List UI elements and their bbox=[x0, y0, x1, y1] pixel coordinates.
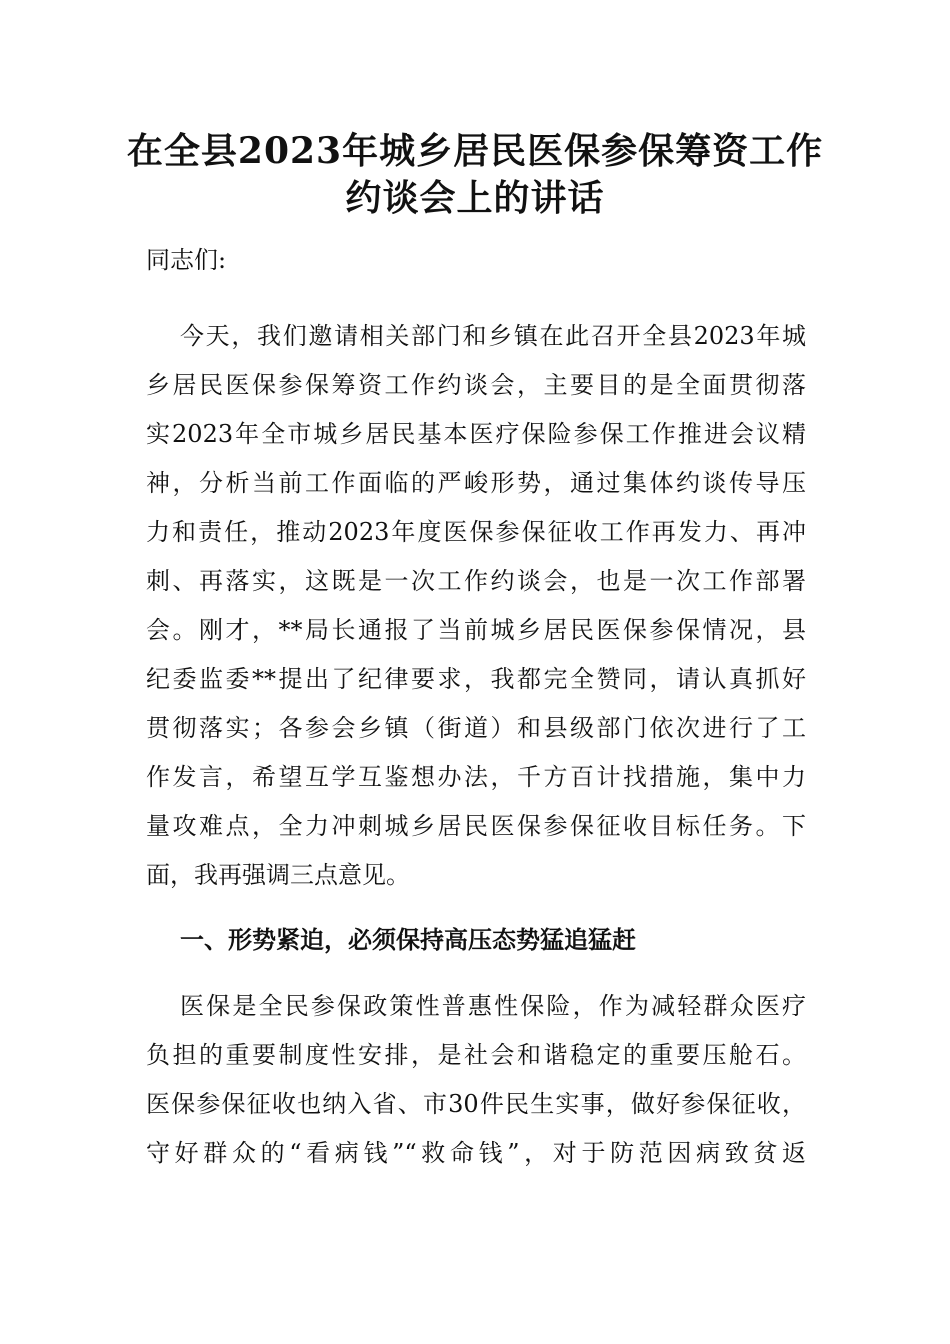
paragraph-1-line: 神，分析当前工作面临的严峻形势，通过集体约谈传导压 bbox=[146, 469, 806, 497]
paragraph-1-line: 刺、再落实，这既是一次工作约谈会，也是一次工作部署 bbox=[146, 567, 806, 595]
section-heading-1: 一、形势紧迫，必须保持高压态势猛追猛赶 bbox=[180, 925, 636, 954]
document-title-line-2: 约谈会上的讲话 bbox=[345, 177, 605, 219]
salutation: 同志们: bbox=[146, 246, 227, 274]
paragraph-1-line: 贯彻落实；各参会乡镇（街道）和县级部门依次进行了工 bbox=[146, 714, 806, 742]
paragraph-1-line: 今天，我们邀请相关部门和乡镇在此召开全县2023年城 bbox=[180, 322, 806, 350]
paragraph-1-line: 乡居民医保参保筹资工作约谈会，主要目的是全面贯彻落 bbox=[146, 371, 806, 399]
paragraph-1-line: 纪委监委**提出了纪律要求，我都完全赞同，请认真抓好 bbox=[146, 665, 806, 693]
paragraph-1-line: 作发言，希望互学互鉴想办法，千方百计找措施，集中力 bbox=[146, 763, 806, 791]
paragraph-2-line: 负担的重要制度性安排，是社会和谐稳定的重要压舱石。 bbox=[146, 1041, 806, 1069]
paragraph-1-line: 力和责任，推动2023年度医保参保征收工作再发力、再冲 bbox=[146, 518, 806, 546]
paragraph-2-line: 医保参保征收也纳入省、市30件民生实事，做好参保征收， bbox=[146, 1090, 806, 1118]
paragraph-1-line: 面，我再强调三点意见。 bbox=[146, 861, 410, 889]
paragraph-1-line: 实2023年全市城乡居民基本医疗保险参保工作推进会议精 bbox=[146, 420, 806, 448]
paragraph-1-line: 量攻难点，全力冲刺城乡居民医保参保征收目标任务。下 bbox=[146, 812, 806, 840]
paragraph-2-line: 医保是全民参保政策性普惠性保险，作为减轻群众医疗 bbox=[180, 992, 806, 1020]
document-title-line-1: 在全县2023年城乡居民医保参保筹资工作 bbox=[126, 130, 824, 172]
paragraph-1-line: 会。刚才，**局长通报了当前城乡居民医保参保情况，县 bbox=[146, 616, 806, 644]
paragraph-2-line: 守好群众的“看病钱”“救命钱”，对于防范因病致贫返 bbox=[146, 1139, 806, 1167]
